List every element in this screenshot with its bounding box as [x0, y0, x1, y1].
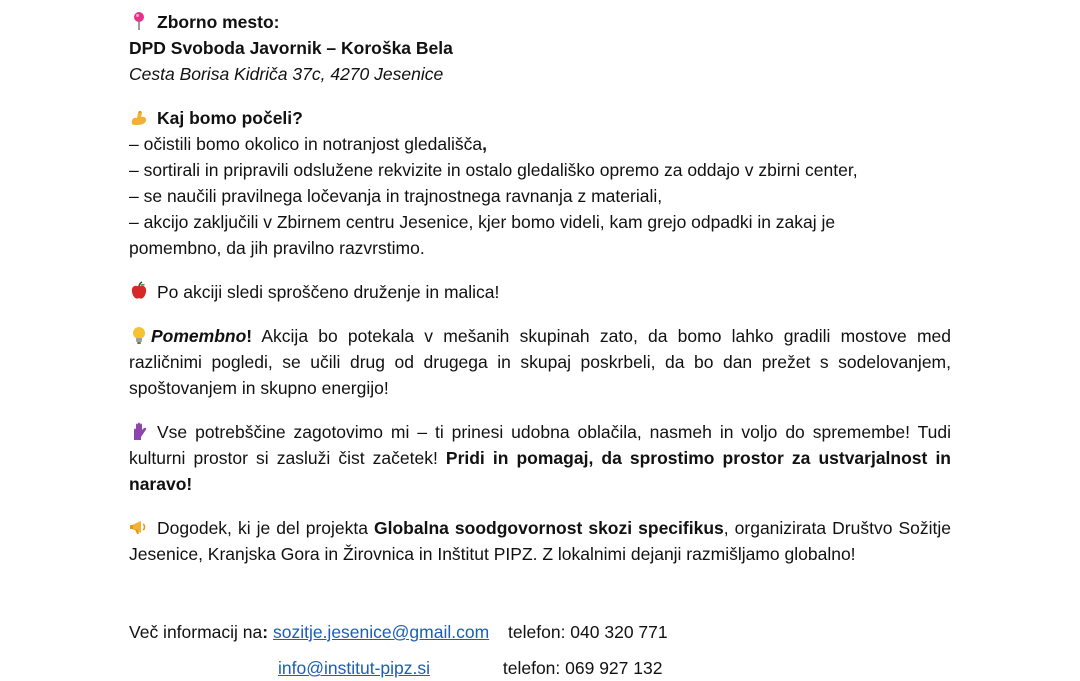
pushpin-icon: [129, 11, 149, 31]
project-name: Globalna soodgovornost skozi specifikus: [374, 518, 724, 538]
supplies-call-to-action: Pridi in pomagaj, da sprostimo prostor za ustvarjalnost in naravo!: [129, 448, 951, 494]
glove-icon: [129, 421, 149, 441]
phone-sozitje: telefon: 040 320 771: [508, 622, 668, 642]
supplies-text: Vse potrebščine zagotovimo mi – ti prinesi udobna oblačila, nasmeh in voljo do spremembe! Tudi kulturni prostor si zasluži čist začetek!: [129, 422, 951, 468]
plan-item-4-line-1: – akcijo zaključili v Zbirnem centru Jesenice, kjer bomo videli, kam grejo odpadki in zakaj je: [129, 212, 836, 232]
meeting-address: Cesta Borisa Kidriča 37c, 4270 Jesenice: [129, 64, 444, 84]
plan-item-1-text: – očistili bomo okolico in notranjost gledališča: [129, 134, 483, 154]
phone-pipz: telefon: 069 927 132: [502, 658, 663, 678]
project-text-2: , organizirata Društvo Sožitje Jesenice, Kranjska Gora in Žirovnica in Inštitut PIPZ. Z lokalnimi dejanji razmišljamo globalno!: [129, 518, 952, 564]
supplies-paragraph: [129, 419, 951, 497]
flexed-biceps-icon: [129, 107, 149, 127]
plan-item-2: – sortirali in pripravili odslužene rekvizite in ostalo gledališko opremo za oddajo v zbirni center,: [129, 160, 858, 180]
meeting-heading: Zborno mesto:: [157, 12, 280, 32]
contact-line-2: [129, 655, 951, 681]
light-bulb-icon: [129, 325, 149, 345]
important-text: Akcija bo potekala v mešanih skupinah zato, da bomo lahko gradili mostove med različnimi pogledi, se učili drug od drugega in skupaj poskrbeli, da bo dan prežet s sodelovanjem, spoštovanjem in skupno energijo!: [129, 326, 951, 398]
plan-item-1-comma: ,: [482, 134, 487, 154]
plan-heading: Kaj bomo počeli?: [157, 108, 303, 128]
important-paragraph: [129, 323, 951, 401]
email-link-sozitje[interactable]: sozitje.jesenice@gmail.com: [272, 622, 490, 642]
snack-text: Po akciji sledi sproščeno druženje in malica!: [157, 282, 500, 302]
meeting-place: DPD Svoboda Javornik – Koroška Bela: [129, 38, 453, 58]
contact-line-1: [129, 619, 951, 645]
contact-colon: :: [262, 622, 269, 642]
contact-label: Več informacij na: [129, 622, 263, 642]
project-text-1: Dogodek, ki je del projekta: [157, 518, 375, 538]
snack-line: [129, 279, 951, 305]
plan-heading-line: [129, 105, 951, 131]
important-label: Pomembno: [151, 326, 247, 346]
red-apple-icon: [129, 281, 149, 301]
plan-item-3: – se naučili pravilnega ločevanja in trajnostnega ravnanja z materiali,: [129, 186, 663, 206]
important-exclaim: !: [246, 326, 253, 346]
document-content: [129, 9, 951, 681]
email-link-pipz[interactable]: info@institut-pipz.si: [278, 658, 430, 678]
meeting-heading-line: [129, 9, 951, 35]
plan-item-4-line-2: pomembno, da jih pravilno razvrstimo.: [129, 238, 425, 258]
plan-item-1: [129, 131, 951, 157]
project-paragraph: [129, 515, 951, 567]
megaphone-icon: [129, 517, 149, 537]
